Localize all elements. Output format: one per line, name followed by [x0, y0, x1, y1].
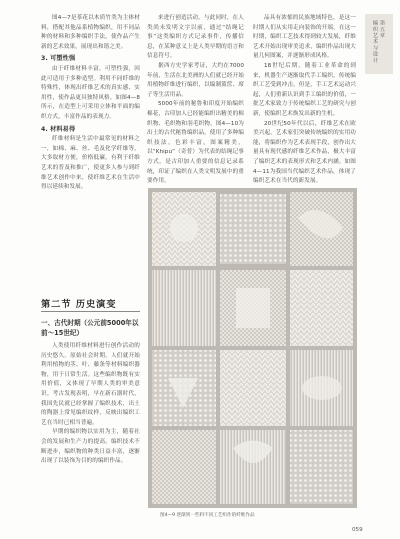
section-subtitle: 一、古代时期（公元前5000年以前～15世纪） — [41, 319, 139, 337]
text-column-left-top — [41, 14, 140, 193]
body-paragraph: 人类使用纤维材料进行创作活动的历史悠久。原始社会时期，人们就开始利用植物的茎、叶、藤条等材料编织器物，用于日常生活。这些编织物既有实用价值，又体现了早期人类的审美意识。考古发现表明，早在新石器时代，我国先民就已经掌握了编织技术，出土的陶器上常见编织纹样，反映出编织工艺在当时已相当普遍。 — [41, 343, 140, 426]
text-column-left-bottom — [41, 342, 140, 467]
body-paragraph: 早期的编织物以实用为主，随着社会的发展和生产力的提高，编织技术不断进步，编织物的种类日益丰富，逐渐出现了以装饰为目的的编织作品。 — [41, 429, 140, 465]
text-column-right-top — [253, 14, 356, 187]
chapter-side-tab — [365, 14, 393, 74]
body-paragraph: 纤维材料是生活中最常见的材料之一，如棉、麻、丝、毛及化学纤维等，大多取材方便，价格低廉，有利于纤维艺术的普及和推广，使更多人参与到纤维艺术创作中来，使纤维艺术在生活中得以延续和发展。 — [41, 136, 140, 191]
chapter-tab-line-1: 第五章 — [379, 20, 385, 39]
body-paragraph: 图4—7是茶花以木质竹类为主体材料，搭配其他品系植物编织，用不同品种的材料和多种编织手法，使作品产生新的艺术效果，展现出和谐之美。 — [41, 15, 140, 50]
body-paragraph: 20世纪50年代以后，纤维艺术在欧美兴起，艺术家们突破传统编织的实用功能，将编织作为艺术表现手段，创作出大量具有现代感的纤维艺术作品，极大丰富了编织艺术的表现形式和艺术内涵。如图4—11为我国当代编织艺术作品，体现了编织艺术在当代的新发展。 — [253, 120, 356, 185]
subheading: 3. 可塑性强 — [41, 55, 76, 63]
body-paragraph: 由于纤维材料丰富，可塑性强，因此可适用于多种造型。利用不同纤维的特殊性，体现出纤维艺术的真实感、实用性，使作品更具独特风格。如图4—8所示，在造型上可采用立体和平面的编织方式，丰富作品的表现力。 — [41, 65, 140, 120]
chapter-tab-line-2: 编织艺术与设计 — [372, 20, 378, 64]
section-divider — [41, 311, 140, 312]
body-paragraph: 品具有浓郁的民族地域特色，是这一时期人们从实用走向装饰的开端，在这一时期，编织工艺技术得到较大发展，纤维艺术开始出现审美追求，编织作品出现大量几何图案，并逐渐形成风格。 — [253, 15, 356, 60]
body-paragraph: 据西方史学家考证，大约在7000年前，生活在北美洲的人们就已经开始用植物纤维进行编织，以编制篮筐、席子等生活用品。 — [147, 62, 244, 98]
body-paragraph: 5000年前的秘鲁和印度开始编织棉花，古印加人已经能编织出精美的棉织物、毛织物和羽毛织物。图4—10为出土的古代秘鲁编织品，使用了多种编织技法，色彩丰富，图案精美，以“Khipu”（奇普）为代表的结绳记事方式，是古印加人重要的信息记录系统，印证了编织在人类文明发展中的重要作用。 — [147, 101, 244, 185]
page-number: 059 — [352, 527, 363, 533]
subheading: 4. 材料易得 — [41, 125, 76, 133]
section-title: 第二节 历史演变 — [41, 299, 117, 310]
woven-samples-photo — [148, 188, 357, 508]
figure-caption: 图4—9 逐渐到一些料不同工艺织作的纤维作品 — [160, 513, 255, 518]
body-paragraph: 来进行创造活动，与此同时，在人类尚未发明文字以前，通过“结绳记事”这类编织方式记录事件，传播信息，在某种意义上是人类早期的语言和信息符号。 — [147, 15, 244, 60]
woven-samples-illustration — [148, 188, 357, 508]
text-column-middle-top — [147, 14, 244, 187]
body-paragraph: 18世纪后期，随着工业革命的到来，机器生产逐渐取代手工编织，传统编织工艺受到冲击。但是，手工艺术运动兴起，人们重新认识到手工编织的价值，一批艺术家致力于传统编织工艺的研究与创新，使编织艺术焕发出新的生机。 — [253, 62, 356, 117]
chapter-tab-label — [371, 20, 385, 63]
